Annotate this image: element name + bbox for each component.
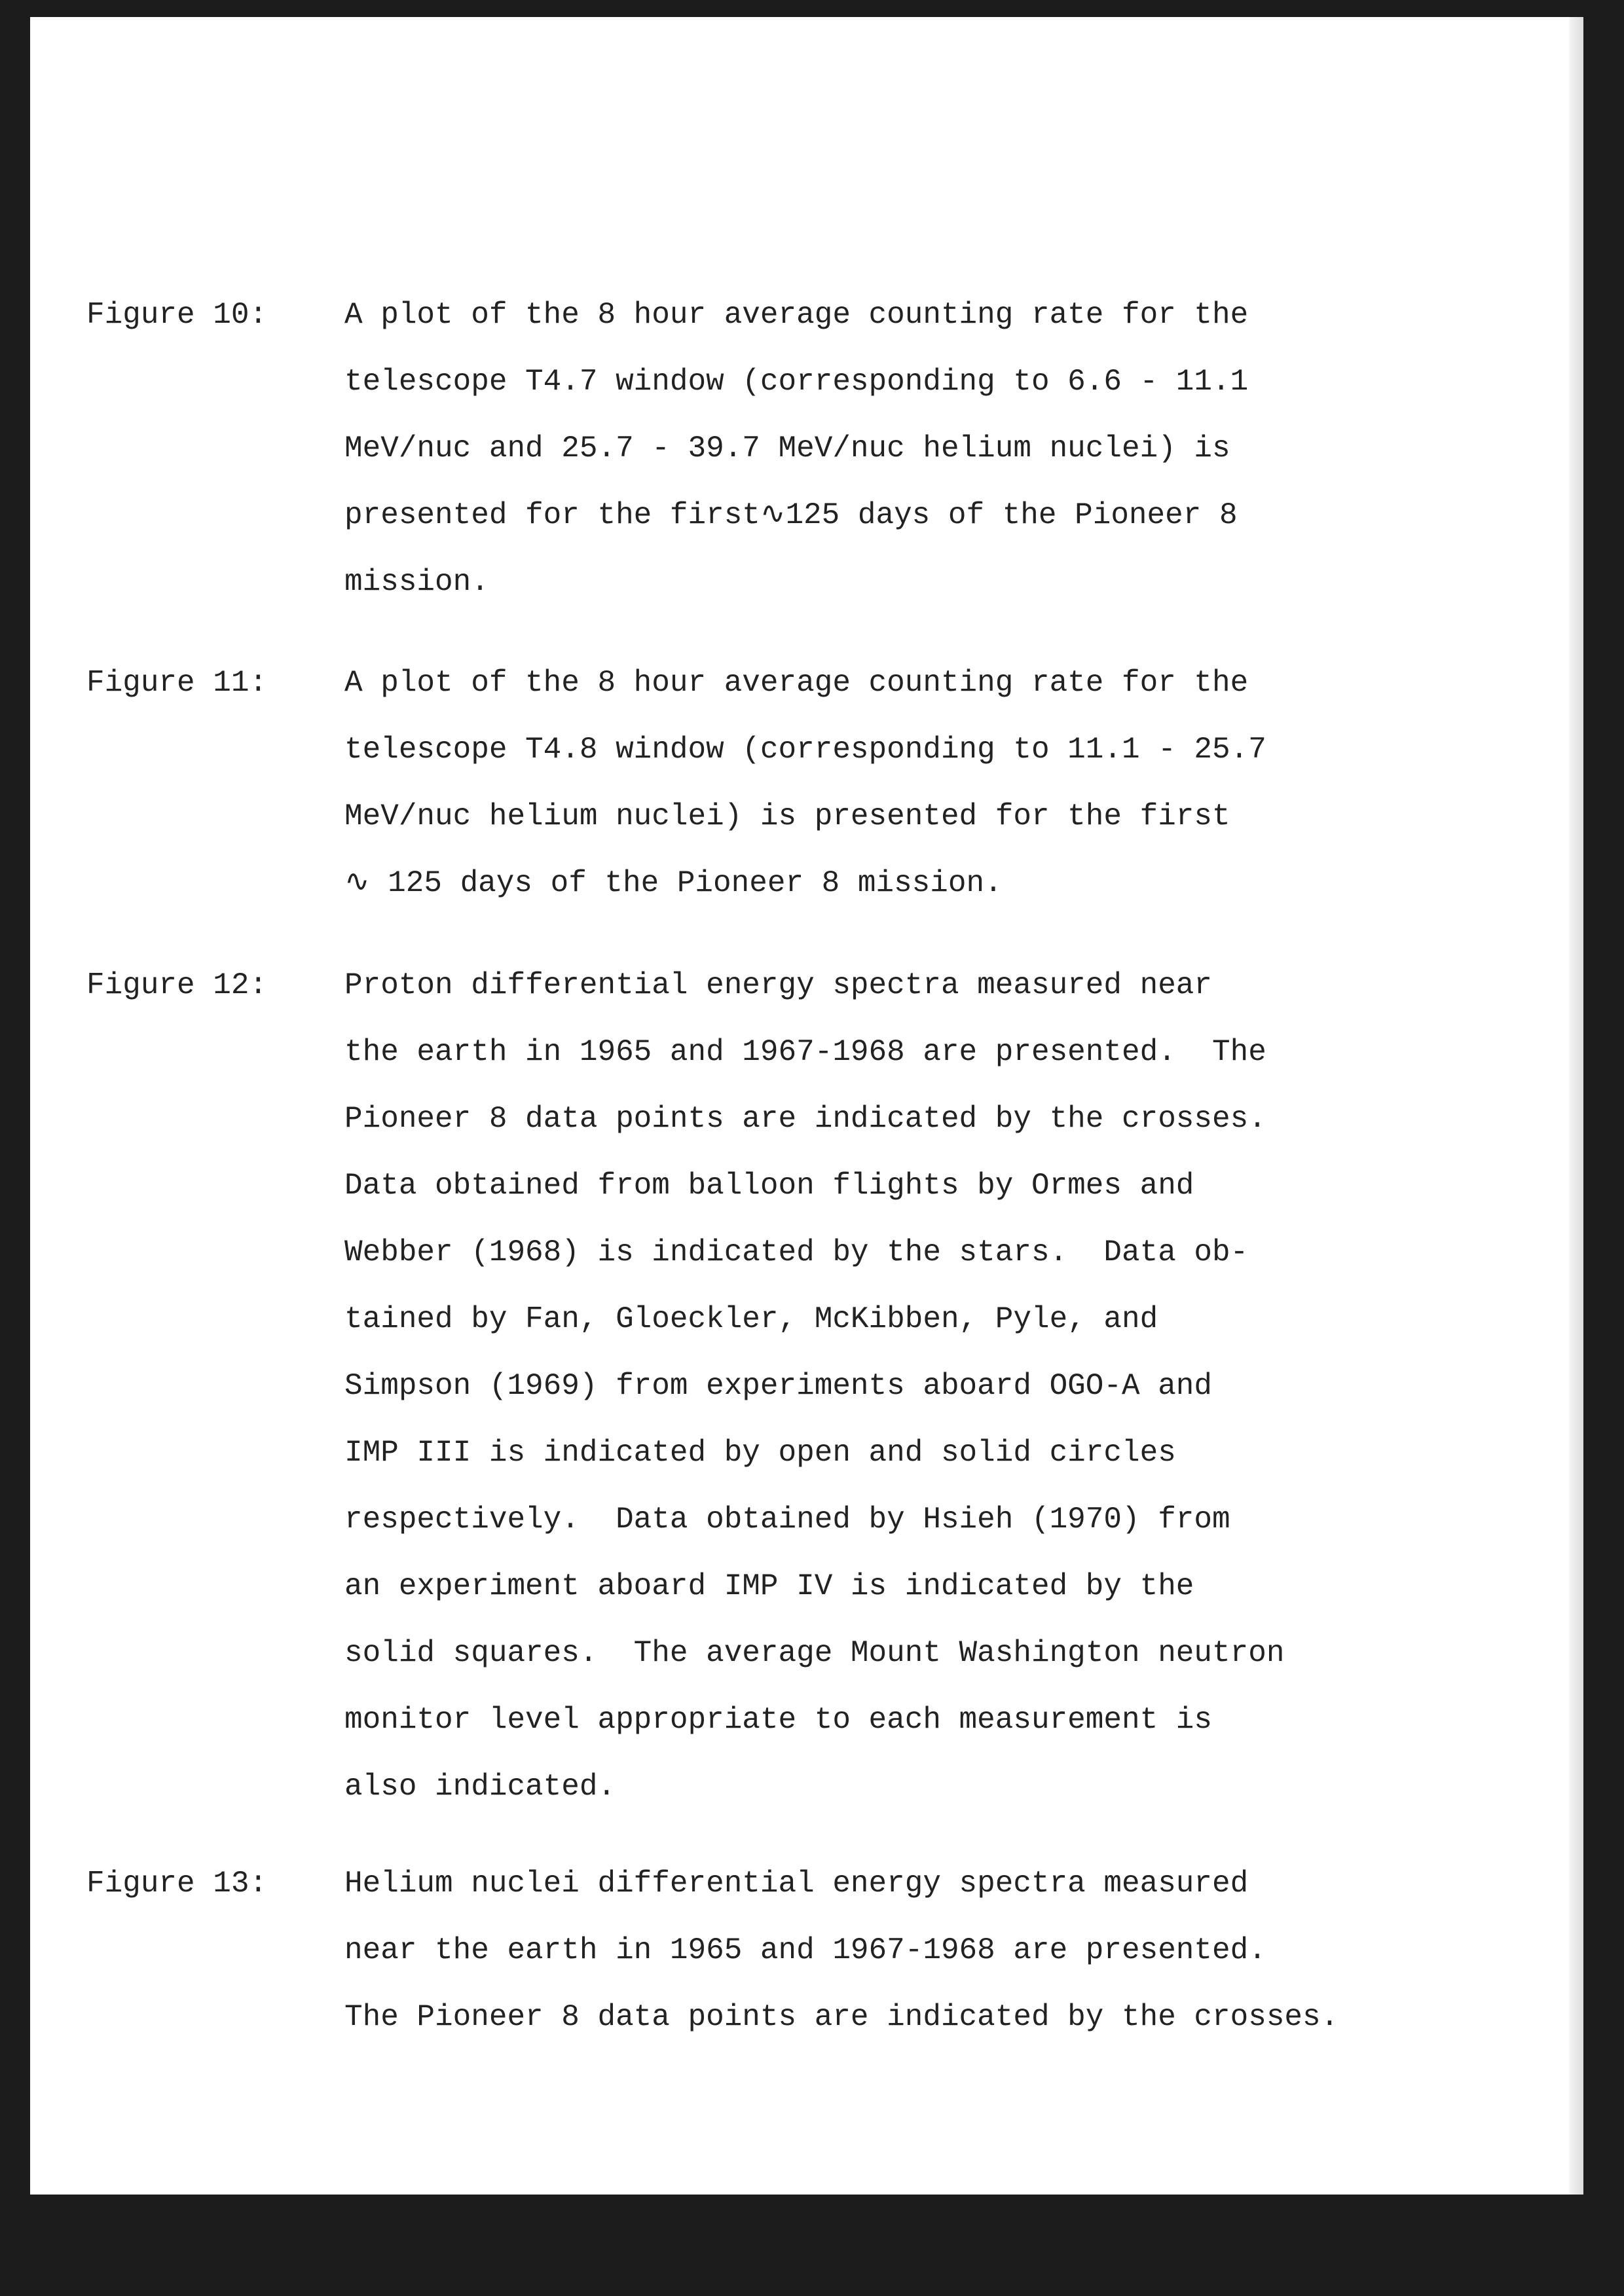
caption-line: MeV/nuc and 25.7 - 39.7 MeV/nuc helium nuclei) is xyxy=(344,431,1230,465)
caption-text xyxy=(344,282,1471,615)
figure-label: Figure 11: xyxy=(86,666,268,700)
caption-line: Webber (1968) is indicated by the stars. Data ob- xyxy=(344,1235,1249,1269)
caption-line: IMP III is indicated by open and solid circles xyxy=(344,1436,1176,1470)
caption-line: monitor level appropriate to each measurement is xyxy=(344,1703,1213,1737)
figure-label: Figure 12: xyxy=(86,968,268,1002)
caption-line: an experiment aboard IMP IV is indicated by the xyxy=(344,1569,1194,1603)
caption-line: the earth in 1965 and 1967-1968 are presented. The xyxy=(344,1035,1266,1069)
document-page xyxy=(30,17,1583,2195)
caption-line: ∿ 125 days of the Pioneer 8 mission. xyxy=(344,866,1003,900)
caption-line: A plot of the 8 hour average counting rate for the xyxy=(344,666,1249,700)
caption-line: The Pioneer 8 data points are indicated by the crosses. xyxy=(344,2000,1339,2034)
figure-label: Figure 10: xyxy=(86,298,268,332)
caption-line: respectively. Data obtained by Hsieh (1970) from xyxy=(344,1503,1230,1537)
caption-line: Simpson (1969) from experiments aboard OGO-A and xyxy=(344,1369,1213,1403)
figure-label: Figure 13: xyxy=(86,1867,268,1901)
caption-line: presented for the first∿125 days of the Pioneer 8 xyxy=(344,498,1238,532)
caption-line: MeV/nuc helium nuclei) is presented for the first xyxy=(344,799,1230,833)
caption-line: Proton differential energy spectra measured near xyxy=(344,968,1213,1002)
caption-line: solid squares. The average Mount Washington neutron xyxy=(344,1636,1285,1670)
caption-line: telescope T4.7 window (corresponding to 6.6 - 11.1 xyxy=(344,365,1249,399)
page-edge-shadow xyxy=(1569,17,1583,2195)
caption-line: mission. xyxy=(344,565,489,599)
caption-line: Helium nuclei differential energy spectra measured xyxy=(344,1867,1249,1901)
caption-line: near the earth in 1965 and 1967-1968 are presented. xyxy=(344,1933,1266,1967)
caption-text xyxy=(344,1850,1471,2050)
caption-line: Pioneer 8 data points are indicated by the crosses. xyxy=(344,1102,1266,1136)
caption-line: telescope T4.8 window (corresponding to 11.1 - 25.7 xyxy=(344,733,1266,767)
caption-line: Data obtained from balloon flights by Ormes and xyxy=(344,1169,1194,1203)
caption-text xyxy=(344,649,1471,917)
caption-line: also indicated. xyxy=(344,1770,616,1804)
caption-text xyxy=(344,952,1471,1820)
caption-line: A plot of the 8 hour average counting rate for the xyxy=(344,298,1249,332)
caption-line: tained by Fan, Gloeckler, McKibben, Pyle, and xyxy=(344,1302,1158,1336)
